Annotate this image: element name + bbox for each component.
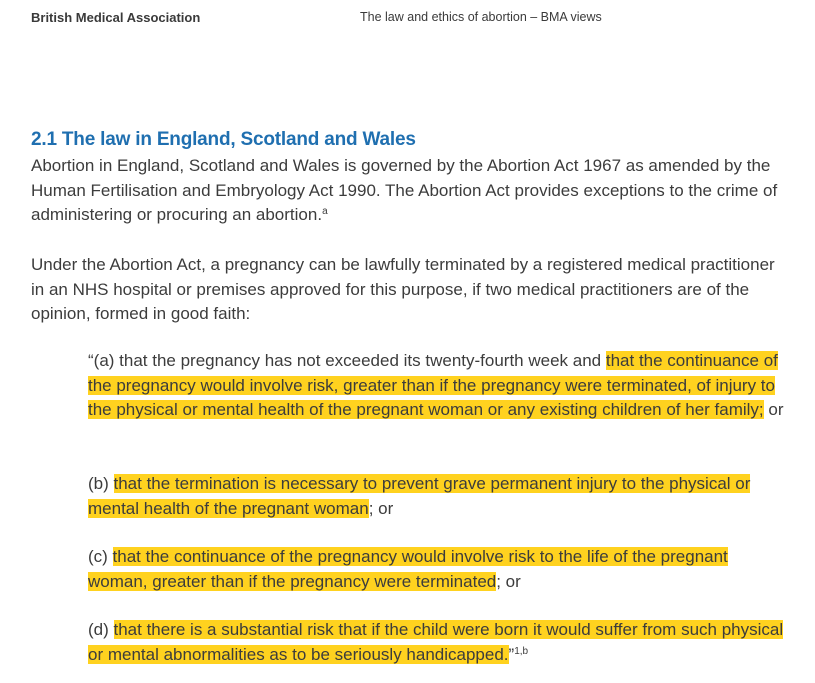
clause-c-prefix: (c) xyxy=(88,547,113,566)
footnote-marker-a: a xyxy=(322,206,328,217)
clause-c xyxy=(88,545,788,594)
clause-b xyxy=(88,472,788,521)
footnote-marker-1b: 1,b xyxy=(514,645,529,657)
paragraph-lawful-termination: Under the Abortion Act, a pregnancy can be lawfully terminated by a registered medical practitioner in an NHS hospital or premises approved for this purpose, if two medical practitioners are of the opinion, formed in good faith: xyxy=(31,255,775,323)
header-document-title: The law and ethics of abortion – BMA views xyxy=(360,10,602,24)
clause-d-highlight: that there is a substantial risk that if the child were born it would suffer from such physical or mental abnormalities as to be seriously handicapped. xyxy=(88,620,784,664)
clause-c-highlight: that the continuance of the pregnancy would involve risk to the life of the pregnant woman, greater than if the pregnancy were terminated xyxy=(88,547,728,591)
clause-b-highlight: that the termination is necessary to prevent grave permanent injury to the physical or mental health of the pregnant woman xyxy=(88,474,751,518)
clause-a-prefix: “(a) that the pregnancy has not exceeded its twenty-fourth week and xyxy=(88,351,606,370)
clause-d-prefix: (d) xyxy=(88,620,114,639)
clause-a-suffix: or xyxy=(763,400,784,419)
header-organization: British Medical Association xyxy=(31,10,201,25)
paragraph-governing-law xyxy=(31,154,791,228)
clause-a-highlight: that the continuance of the pregnancy would involve risk, greater than if the pregnancy were terminated, of injury to the physical or mental health of the pregnant woman or any existing children of her family; xyxy=(88,351,778,419)
clause-d-suffix: ” xyxy=(508,644,515,664)
clause-c-suffix: ; or xyxy=(496,571,521,591)
section-title: 2.1 The law in England, Scotland and Wales xyxy=(31,129,416,150)
clause-b-suffix: ; or xyxy=(368,498,394,518)
clause-b-prefix: (b) xyxy=(88,474,114,493)
clause-a xyxy=(88,349,788,423)
paragraph-governing-law-text: Abortion in England, Scotland and Wales is governed by the Abortion Act 1967 as amended by the Human Fertilisation and Embryology Act 1990. The Abortion Act provides exceptions to the crime of administering or procuring an abortion. xyxy=(31,156,778,224)
clause-d xyxy=(88,618,788,667)
